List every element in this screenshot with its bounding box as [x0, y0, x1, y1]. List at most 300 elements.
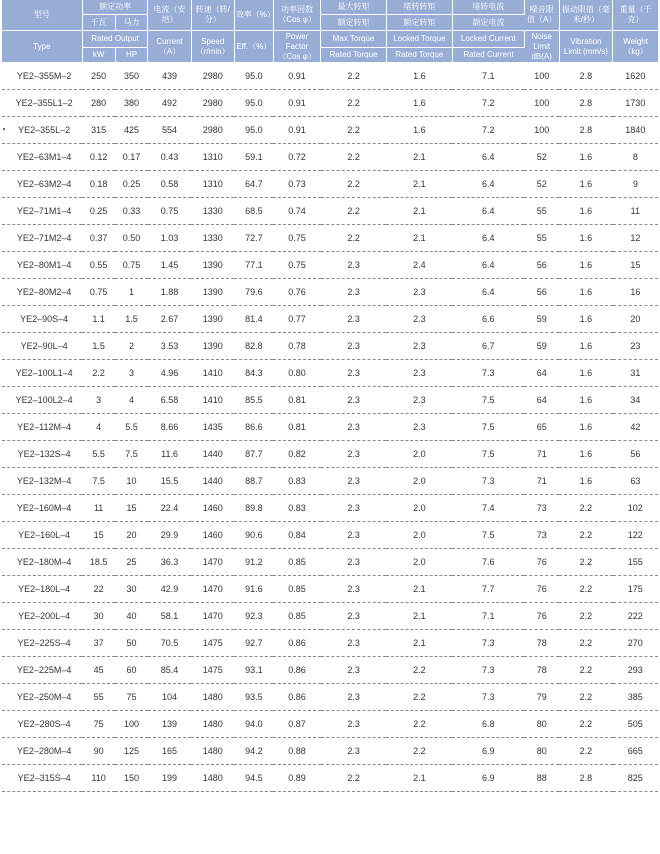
- cell-weight: 12: [613, 225, 658, 252]
- cell-speed: 1410: [191, 360, 234, 387]
- cell-weight: 31: [613, 360, 658, 387]
- cell-noise: 100: [524, 90, 559, 117]
- cell-noise: 64: [524, 360, 559, 387]
- cell-kw: 11: [82, 495, 115, 522]
- cell-weight: 385: [613, 684, 658, 711]
- cell-model: YE2–71M1–4: [2, 198, 82, 225]
- cell-weight: 20: [613, 306, 658, 333]
- cell-speed: 1310: [191, 171, 234, 198]
- cell-efficiency: 81.4: [234, 306, 273, 333]
- header-weight-cn: 重量（千克）: [613, 0, 658, 31]
- cell-locked-current-ratio: 7.3: [452, 630, 524, 657]
- motor-spec-table: [2, 0, 658, 792]
- cell-vibration: 2.2: [559, 711, 612, 738]
- header-pf-cn: 功率因数（Cos φ）: [273, 0, 320, 31]
- cell-noise: 100: [524, 117, 559, 144]
- cell-speed: 1460: [191, 495, 234, 522]
- cell-efficiency: 85.5: [234, 387, 273, 414]
- table-row: [2, 657, 658, 684]
- cell-power-factor: 0.77: [273, 306, 320, 333]
- cell-kw: 4: [82, 414, 115, 441]
- cell-vibration: 2.8: [559, 63, 612, 90]
- cell-weight: 63: [613, 468, 658, 495]
- cell-weight: 293: [613, 657, 658, 684]
- cell-vibration: 2.2: [559, 576, 612, 603]
- cell-current: 139: [148, 711, 191, 738]
- cell-noise: 79: [524, 684, 559, 711]
- cell-model: YE2–132M–4: [2, 468, 82, 495]
- cell-locked-torque-ratio: 2.1: [386, 171, 452, 198]
- header-pf-en: Power Factor（Cos φ）: [273, 31, 320, 63]
- cell-current: 70.5: [148, 630, 191, 657]
- header-locked-torque-en2: Rated Torque: [386, 48, 452, 63]
- cell-current: 36.3: [148, 549, 191, 576]
- cell-speed: 1475: [191, 657, 234, 684]
- cell-locked-torque-ratio: 2.3: [386, 387, 452, 414]
- cell-model: YE2–180M–4: [2, 549, 82, 576]
- cell-kw: 0.25: [82, 198, 115, 225]
- cell-vibration: 2.2: [559, 549, 612, 576]
- cell-locked-current-ratio: 6.8: [452, 711, 524, 738]
- header-vibration-cn: 振动限值（毫米/秒）: [559, 0, 612, 31]
- cell-speed: 1310: [191, 144, 234, 171]
- cell-speed: 1480: [191, 684, 234, 711]
- cell-current: 15.5: [148, 468, 191, 495]
- table-row: [2, 549, 658, 576]
- cell-power-factor: 0.86: [273, 657, 320, 684]
- cell-weight: 155: [613, 549, 658, 576]
- header-locked-torque-cn2: 额定转矩: [386, 15, 452, 31]
- cell-hp: 0.33: [115, 198, 148, 225]
- cell-efficiency: 82.8: [234, 333, 273, 360]
- cell-kw: 7.5: [82, 468, 115, 495]
- cell-kw: 0.37: [82, 225, 115, 252]
- cell-speed: 1435: [191, 414, 234, 441]
- cell-power-factor: 0.81: [273, 387, 320, 414]
- cell-current: 2.67: [148, 306, 191, 333]
- cell-locked-torque-ratio: 2.1: [386, 576, 452, 603]
- cell-kw: 5.5: [82, 441, 115, 468]
- cell-speed: 1470: [191, 549, 234, 576]
- cell-locked-current-ratio: 6.4: [452, 279, 524, 306]
- cell-locked-current-ratio: 7.3: [452, 684, 524, 711]
- table-row: [2, 414, 658, 441]
- cell-power-factor: 0.85: [273, 576, 320, 603]
- cell-model: YE2–225S–4: [2, 630, 82, 657]
- cell-current: 439: [148, 63, 191, 90]
- cell-weight: 222: [613, 603, 658, 630]
- cell-speed: 2980: [191, 90, 234, 117]
- cell-kw: 0.75: [82, 279, 115, 306]
- cell-model: YE2–63M2–4: [2, 171, 82, 198]
- cell-kw: 315: [82, 117, 115, 144]
- cell-speed: 1390: [191, 279, 234, 306]
- cell-model: YE2–71M2–4: [2, 225, 82, 252]
- cell-current: 0.58: [148, 171, 191, 198]
- cell-vibration: 1.6: [559, 144, 612, 171]
- cell-locked-torque-ratio: 1.6: [386, 90, 452, 117]
- cell-efficiency: 64.7: [234, 171, 273, 198]
- cell-current: 11.6: [148, 441, 191, 468]
- cell-model: YE2–200L–4: [2, 603, 82, 630]
- cell-efficiency: 95.0: [234, 63, 273, 90]
- cell-locked-torque-ratio: 2.1: [386, 198, 452, 225]
- cell-weight: 42: [613, 414, 658, 441]
- cell-hp: 40: [115, 603, 148, 630]
- cell-vibration: 1.6: [559, 414, 612, 441]
- header-speed-cn: 转速（转/分）: [191, 0, 234, 31]
- cell-hp: 10: [115, 468, 148, 495]
- cell-max-torque-ratio: 2.2: [321, 225, 387, 252]
- cell-kw: 0.18: [82, 171, 115, 198]
- cell-locked-current-ratio: 7.2: [452, 90, 524, 117]
- cell-max-torque-ratio: 2.2: [321, 90, 387, 117]
- cell-efficiency: 89.8: [234, 495, 273, 522]
- cell-weight: 122: [613, 522, 658, 549]
- header-type-cn: 型号: [2, 0, 82, 31]
- cell-speed: 1390: [191, 252, 234, 279]
- table-row: [2, 495, 658, 522]
- cell-kw: 75: [82, 711, 115, 738]
- cell-vibration: 2.2: [559, 738, 612, 765]
- cell-max-torque-ratio: 2.2: [321, 63, 387, 90]
- cell-max-torque-ratio: 2.3: [321, 711, 387, 738]
- cell-efficiency: 87.7: [234, 441, 273, 468]
- cell-max-torque-ratio: 2.3: [321, 360, 387, 387]
- header-speed-en: Speed（r/min）: [191, 31, 234, 63]
- cell-locked-current-ratio: 6.4: [452, 144, 524, 171]
- header-locked-torque-en1: Locked Torque: [386, 31, 452, 48]
- cell-hp: 60: [115, 657, 148, 684]
- table-row: [2, 603, 658, 630]
- cell-hp: 3: [115, 360, 148, 387]
- cell-locked-torque-ratio: 2.2: [386, 738, 452, 765]
- cell-current: 0.75: [148, 198, 191, 225]
- cell-locked-current-ratio: 7.7: [452, 576, 524, 603]
- cell-noise: 78: [524, 657, 559, 684]
- cell-noise: 88: [524, 765, 559, 792]
- cell-model: YE2–355L–2: [2, 117, 82, 144]
- cell-noise: 80: [524, 738, 559, 765]
- cell-locked-torque-ratio: 2.2: [386, 684, 452, 711]
- cell-vibration: 2.2: [559, 630, 612, 657]
- cell-kw: 30: [82, 603, 115, 630]
- cell-model: YE2–80M2–4: [2, 279, 82, 306]
- header-hp-cn: 马力: [115, 15, 148, 31]
- cell-max-torque-ratio: 2.3: [321, 657, 387, 684]
- cell-locked-torque-ratio: 2.0: [386, 495, 452, 522]
- cell-locked-current-ratio: 7.1: [452, 603, 524, 630]
- cell-locked-torque-ratio: 1.6: [386, 117, 452, 144]
- cell-model: YE2–225M–4: [2, 657, 82, 684]
- cell-vibration: 2.8: [559, 90, 612, 117]
- cell-efficiency: 91.6: [234, 576, 273, 603]
- cell-max-torque-ratio: 2.3: [321, 279, 387, 306]
- cell-weight: 15: [613, 252, 658, 279]
- cell-weight: 270: [613, 630, 658, 657]
- cell-hp: 2: [115, 333, 148, 360]
- cell-locked-torque-ratio: 2.1: [386, 144, 452, 171]
- cell-current: 554: [148, 117, 191, 144]
- cell-kw: 22: [82, 576, 115, 603]
- table-row: [2, 738, 658, 765]
- table-row: [2, 225, 658, 252]
- cell-efficiency: 94.5: [234, 765, 273, 792]
- cell-hp: 100: [115, 711, 148, 738]
- cell-model: YE2–63M1–4: [2, 144, 82, 171]
- cell-vibration: 1.6: [559, 360, 612, 387]
- table-row: [2, 306, 658, 333]
- cell-hp: 1: [115, 279, 148, 306]
- cell-vibration: 1.6: [559, 171, 612, 198]
- cell-vibration: 2.2: [559, 522, 612, 549]
- table-row: [2, 630, 658, 657]
- cell-weight: 1620: [613, 63, 658, 90]
- cell-current: 104: [148, 684, 191, 711]
- table-row: [2, 144, 658, 171]
- cell-current: 42.9: [148, 576, 191, 603]
- cell-locked-current-ratio: 7.5: [452, 522, 524, 549]
- cell-locked-current-ratio: 6.4: [452, 252, 524, 279]
- cell-vibration: 1.6: [559, 468, 612, 495]
- cell-locked-torque-ratio: 2.1: [386, 765, 452, 792]
- cell-weight: 9: [613, 171, 658, 198]
- cell-max-torque-ratio: 2.2: [321, 117, 387, 144]
- cell-locked-current-ratio: 7.6: [452, 549, 524, 576]
- cell-max-torque-ratio: 2.2: [321, 144, 387, 171]
- cell-current: 29.9: [148, 522, 191, 549]
- cell-vibration: 1.6: [559, 387, 612, 414]
- cell-weight: 102: [613, 495, 658, 522]
- table-row: [2, 765, 658, 792]
- cell-power-factor: 0.84: [273, 522, 320, 549]
- cell-noise: 55: [524, 225, 559, 252]
- cell-locked-current-ratio: 6.6: [452, 306, 524, 333]
- cell-hp: 380: [115, 90, 148, 117]
- cell-locked-torque-ratio: 2.4: [386, 252, 452, 279]
- cell-model: YE2–160M–4: [2, 495, 82, 522]
- cell-speed: 1390: [191, 306, 234, 333]
- cell-locked-torque-ratio: 2.0: [386, 522, 452, 549]
- cell-speed: 1460: [191, 522, 234, 549]
- cell-hp: 125: [115, 738, 148, 765]
- header-max-torque-cn1: 最大转矩: [321, 0, 387, 15]
- cell-weight: 56: [613, 441, 658, 468]
- cell-power-factor: 0.85: [273, 603, 320, 630]
- header-current-cn: 电流（安培）: [148, 0, 191, 31]
- cell-power-factor: 0.89: [273, 765, 320, 792]
- cell-noise: 76: [524, 549, 559, 576]
- cell-noise: 71: [524, 441, 559, 468]
- cell-efficiency: 72.7: [234, 225, 273, 252]
- header-locked-current-en1: Locked Current: [452, 31, 524, 48]
- cell-noise: 71: [524, 468, 559, 495]
- cell-vibration: 1.6: [559, 441, 612, 468]
- cell-speed: 1470: [191, 603, 234, 630]
- cell-current: 1.88: [148, 279, 191, 306]
- cell-current: 165: [148, 738, 191, 765]
- cell-current: 0.43: [148, 144, 191, 171]
- table-row: [2, 711, 658, 738]
- cell-locked-torque-ratio: 1.6: [386, 63, 452, 90]
- table-row: [2, 441, 658, 468]
- cell-noise: 73: [524, 495, 559, 522]
- cell-power-factor: 0.76: [273, 279, 320, 306]
- cell-efficiency: 94.2: [234, 738, 273, 765]
- cell-locked-torque-ratio: 2.1: [386, 603, 452, 630]
- cell-noise: 59: [524, 306, 559, 333]
- cell-kw: 2.2: [82, 360, 115, 387]
- cell-model: YE2–100L2–4: [2, 387, 82, 414]
- cell-max-torque-ratio: 2.3: [321, 387, 387, 414]
- cell-max-torque-ratio: 2.3: [321, 603, 387, 630]
- cell-efficiency: 92.3: [234, 603, 273, 630]
- cell-speed: 2980: [191, 63, 234, 90]
- cell-efficiency: 88.7: [234, 468, 273, 495]
- cell-power-factor: 0.91: [273, 63, 320, 90]
- cell-locked-torque-ratio: 2.0: [386, 441, 452, 468]
- cell-hp: 0.75: [115, 252, 148, 279]
- cell-locked-current-ratio: 7.3: [452, 468, 524, 495]
- cell-noise: 56: [524, 279, 559, 306]
- cell-max-torque-ratio: 2.3: [321, 684, 387, 711]
- cell-power-factor: 0.85: [273, 549, 320, 576]
- cell-model: YE2–132S–4: [2, 441, 82, 468]
- cell-vibration: 1.6: [559, 306, 612, 333]
- cell-current: 1.45: [148, 252, 191, 279]
- cell-model: YE2–100L1–4: [2, 360, 82, 387]
- cell-power-factor: 0.75: [273, 225, 320, 252]
- cell-efficiency: 84.3: [234, 360, 273, 387]
- cell-kw: 37: [82, 630, 115, 657]
- cell-kw: 15: [82, 522, 115, 549]
- cell-max-torque-ratio: 2.3: [321, 414, 387, 441]
- header-rated-output-cn: 额定功率: [82, 0, 148, 15]
- cell-vibration: 2.8: [559, 117, 612, 144]
- table-header: [2, 0, 658, 63]
- cell-speed: 1330: [191, 198, 234, 225]
- header-noise-cn: 噪音限值（A）: [524, 0, 559, 31]
- cell-weight: 34: [613, 387, 658, 414]
- cell-locked-current-ratio: 7.5: [452, 441, 524, 468]
- cell-model: YE2–280S–4: [2, 711, 82, 738]
- cell-efficiency: 90.6: [234, 522, 273, 549]
- cell-power-factor: 0.73: [273, 171, 320, 198]
- cell-power-factor: 0.82: [273, 441, 320, 468]
- header-locked-current-en2: Rated Current: [452, 48, 524, 63]
- cell-current: 85.4: [148, 657, 191, 684]
- cell-locked-torque-ratio: 2.3: [386, 306, 452, 333]
- cell-locked-current-ratio: 7.4: [452, 495, 524, 522]
- cell-power-factor: 0.88: [273, 738, 320, 765]
- cell-power-factor: 0.91: [273, 117, 320, 144]
- header-vibration-en: Vibration Limit (mm/s): [559, 31, 612, 63]
- cell-weight: 23: [613, 333, 658, 360]
- cell-power-factor: 0.86: [273, 684, 320, 711]
- cell-speed: 1480: [191, 711, 234, 738]
- cell-weight: 8: [613, 144, 658, 171]
- cell-model: YE2–80M1–4: [2, 252, 82, 279]
- cell-kw: 1.1: [82, 306, 115, 333]
- cell-efficiency: 93.1: [234, 657, 273, 684]
- cell-efficiency: 77.1: [234, 252, 273, 279]
- cell-max-torque-ratio: 2.2: [321, 171, 387, 198]
- cell-locked-torque-ratio: 2.3: [386, 360, 452, 387]
- cell-kw: 250: [82, 63, 115, 90]
- cell-kw: 110: [82, 765, 115, 792]
- header-max-torque-en1: Max Torque: [321, 31, 387, 48]
- cell-weight: 1840: [613, 117, 658, 144]
- cell-locked-current-ratio: 6.9: [452, 738, 524, 765]
- cell-max-torque-ratio: 2.2: [321, 765, 387, 792]
- table-row: [2, 90, 658, 117]
- cell-hp: 0.17: [115, 144, 148, 171]
- cell-locked-torque-ratio: 2.2: [386, 657, 452, 684]
- cell-kw: 55: [82, 684, 115, 711]
- cell-locked-current-ratio: 6.4: [452, 171, 524, 198]
- cell-kw: 280: [82, 90, 115, 117]
- cell-noise: 80: [524, 711, 559, 738]
- cell-efficiency: 59.1: [234, 144, 273, 171]
- cell-locked-torque-ratio: 2.2: [386, 711, 452, 738]
- cell-speed: 1410: [191, 387, 234, 414]
- cell-current: 199: [148, 765, 191, 792]
- header-rated-output-en: Rated Output: [82, 31, 148, 48]
- cell-current: 4.96: [148, 360, 191, 387]
- cell-locked-current-ratio: 7.5: [452, 387, 524, 414]
- cell-vibration: 1.6: [559, 333, 612, 360]
- cell-max-torque-ratio: 2.3: [321, 495, 387, 522]
- cell-vibration: 1.6: [559, 252, 612, 279]
- cell-vibration: 2.2: [559, 495, 612, 522]
- header-noise-en: Noise Limit dB(A): [524, 31, 559, 63]
- header-locked-torque-cn1: 堵转转矩: [386, 0, 452, 15]
- cell-locked-torque-ratio: 2.1: [386, 630, 452, 657]
- cell-model: YE2–112M–4: [2, 414, 82, 441]
- cell-power-factor: 0.87: [273, 711, 320, 738]
- cell-model: YE2–250M–4: [2, 684, 82, 711]
- cell-current: 22.4: [148, 495, 191, 522]
- cell-hp: 4: [115, 387, 148, 414]
- cell-speed: 1440: [191, 441, 234, 468]
- cell-noise: 65: [524, 414, 559, 441]
- cell-max-torque-ratio: 2.3: [321, 441, 387, 468]
- header-hp-en: HP: [115, 48, 148, 63]
- cell-weight: 175: [613, 576, 658, 603]
- header-eff-cn: 效率（%）: [234, 0, 273, 31]
- cell-vibration: 1.6: [559, 225, 612, 252]
- header-locked-current-cn1: 堵转电流: [452, 0, 524, 15]
- cell-model: YE2–315S–4: [2, 765, 82, 792]
- cell-locked-torque-ratio: 2.3: [386, 333, 452, 360]
- cell-power-factor: 0.81: [273, 414, 320, 441]
- cell-model: YE2–160L–4: [2, 522, 82, 549]
- cell-efficiency: 95.0: [234, 117, 273, 144]
- cell-noise: 56: [524, 252, 559, 279]
- cell-hp: 75: [115, 684, 148, 711]
- cell-locked-torque-ratio: 2.3: [386, 414, 452, 441]
- cell-hp: 25: [115, 549, 148, 576]
- table-row: [2, 684, 658, 711]
- table-row: [2, 360, 658, 387]
- cell-hp: 30: [115, 576, 148, 603]
- cell-kw: 0.55: [82, 252, 115, 279]
- table-row: [2, 63, 658, 90]
- cell-speed: 2980: [191, 117, 234, 144]
- cell-vibration: 2.8: [559, 765, 612, 792]
- cell-power-factor: 0.72: [273, 144, 320, 171]
- cell-noise: 76: [524, 576, 559, 603]
